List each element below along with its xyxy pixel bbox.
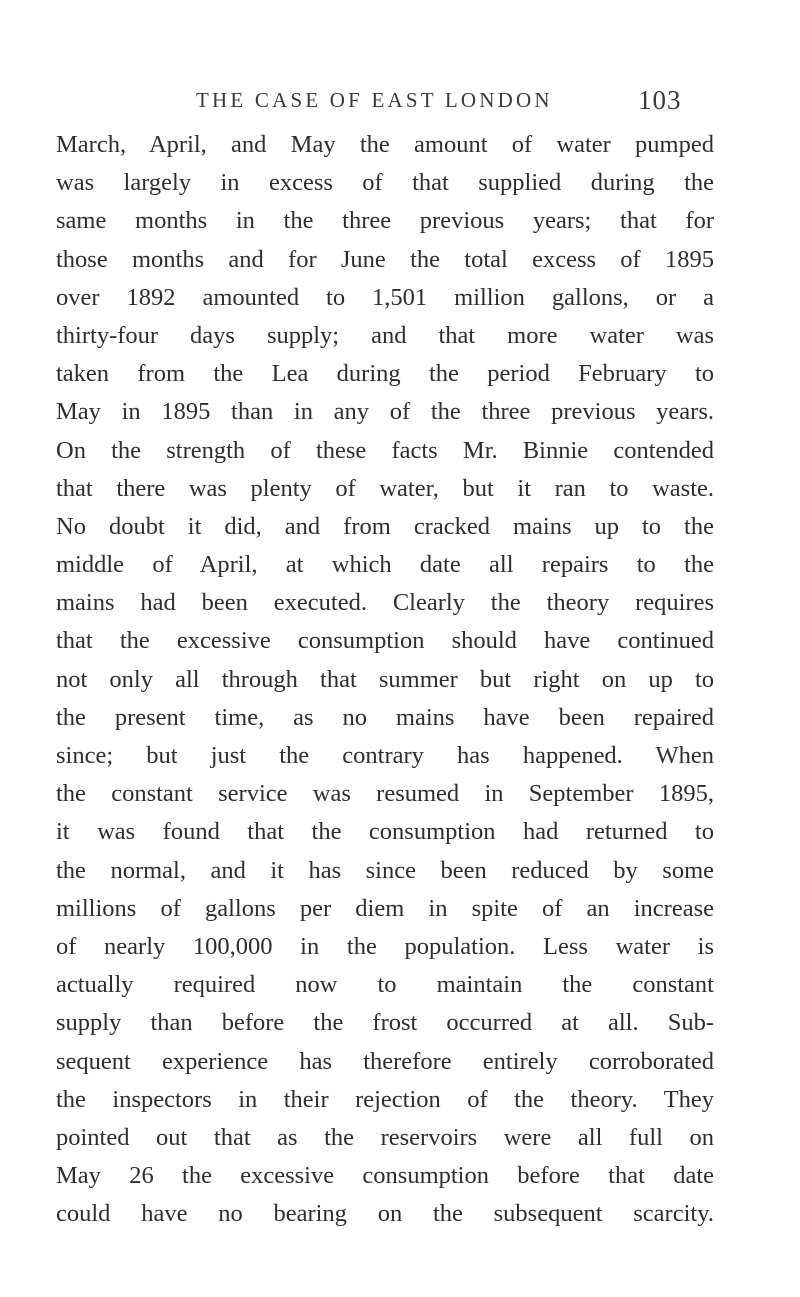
body-paragraph bbox=[56, 126, 714, 1233]
text-line: May in 1895 than in any of the three previous years. bbox=[56, 398, 714, 426]
text-line: it was found that the consumption had returned to bbox=[56, 818, 714, 846]
text-line: mains had been executed. Clearly the theory requires bbox=[56, 589, 714, 617]
text-line: of nearly 100,000 in the population. Less water is bbox=[56, 932, 714, 960]
text-line: that the excessive consumption should have continued bbox=[56, 627, 714, 655]
text-line: March, April, and May the amount of water pumped bbox=[56, 131, 714, 158]
text-line: thirty-four days supply; and that more water was bbox=[56, 321, 714, 349]
text-line: pointed out that as the reservoirs were all full on bbox=[56, 1123, 714, 1151]
text-line: On the strength of these facts Mr. Binnie contended bbox=[56, 436, 714, 464]
text-line: those months and for June the total excess of 1895 bbox=[56, 245, 714, 273]
text-line: since; but just the contrary has happened. When bbox=[56, 742, 714, 769]
text-line: supply than before the frost occurred at all. Sub- bbox=[56, 1009, 714, 1037]
text-line: the present time, as no mains have been repaired bbox=[56, 703, 714, 731]
text-line: sequent experience has therefore entirely corroborated bbox=[56, 1047, 714, 1075]
running-head bbox=[0, 85, 800, 128]
text-line: over 1892 amounted to 1,501 million gallons, or a bbox=[56, 283, 714, 311]
text-line: the constant service was resumed in September 1895, bbox=[56, 780, 714, 808]
text-line: actually required now to maintain the constant bbox=[56, 971, 714, 999]
text-line: the normal, and it has since been reduced by some bbox=[56, 856, 714, 884]
text-line: taken from the Lea during the period February to bbox=[56, 360, 714, 388]
text-line: same months in the three previous years; that for bbox=[56, 207, 714, 235]
running-head-title: THE CASE OF EAST LONDON bbox=[196, 88, 553, 112]
text-line: No doubt it did, and from cracked mains up to the bbox=[56, 512, 714, 540]
text-line: could have no bearing on the subsequent scarcity. bbox=[56, 1200, 714, 1228]
text-line: millions of gallons per diem in spite of an increase bbox=[56, 894, 714, 922]
text-line: May 26 the excessive consumption before that date bbox=[56, 1162, 714, 1190]
text-line: not only all through that summer but right on up to bbox=[56, 665, 714, 693]
page-number: 103 bbox=[638, 85, 682, 115]
text-line: was largely in excess of that supplied during the bbox=[56, 169, 714, 197]
text-line: that there was plenty of water, but it ran to waste. bbox=[56, 474, 714, 502]
text-line: the inspectors in their rejection of the theory. They bbox=[56, 1085, 714, 1113]
text-line: middle of April, at which date all repairs to the bbox=[56, 551, 714, 579]
